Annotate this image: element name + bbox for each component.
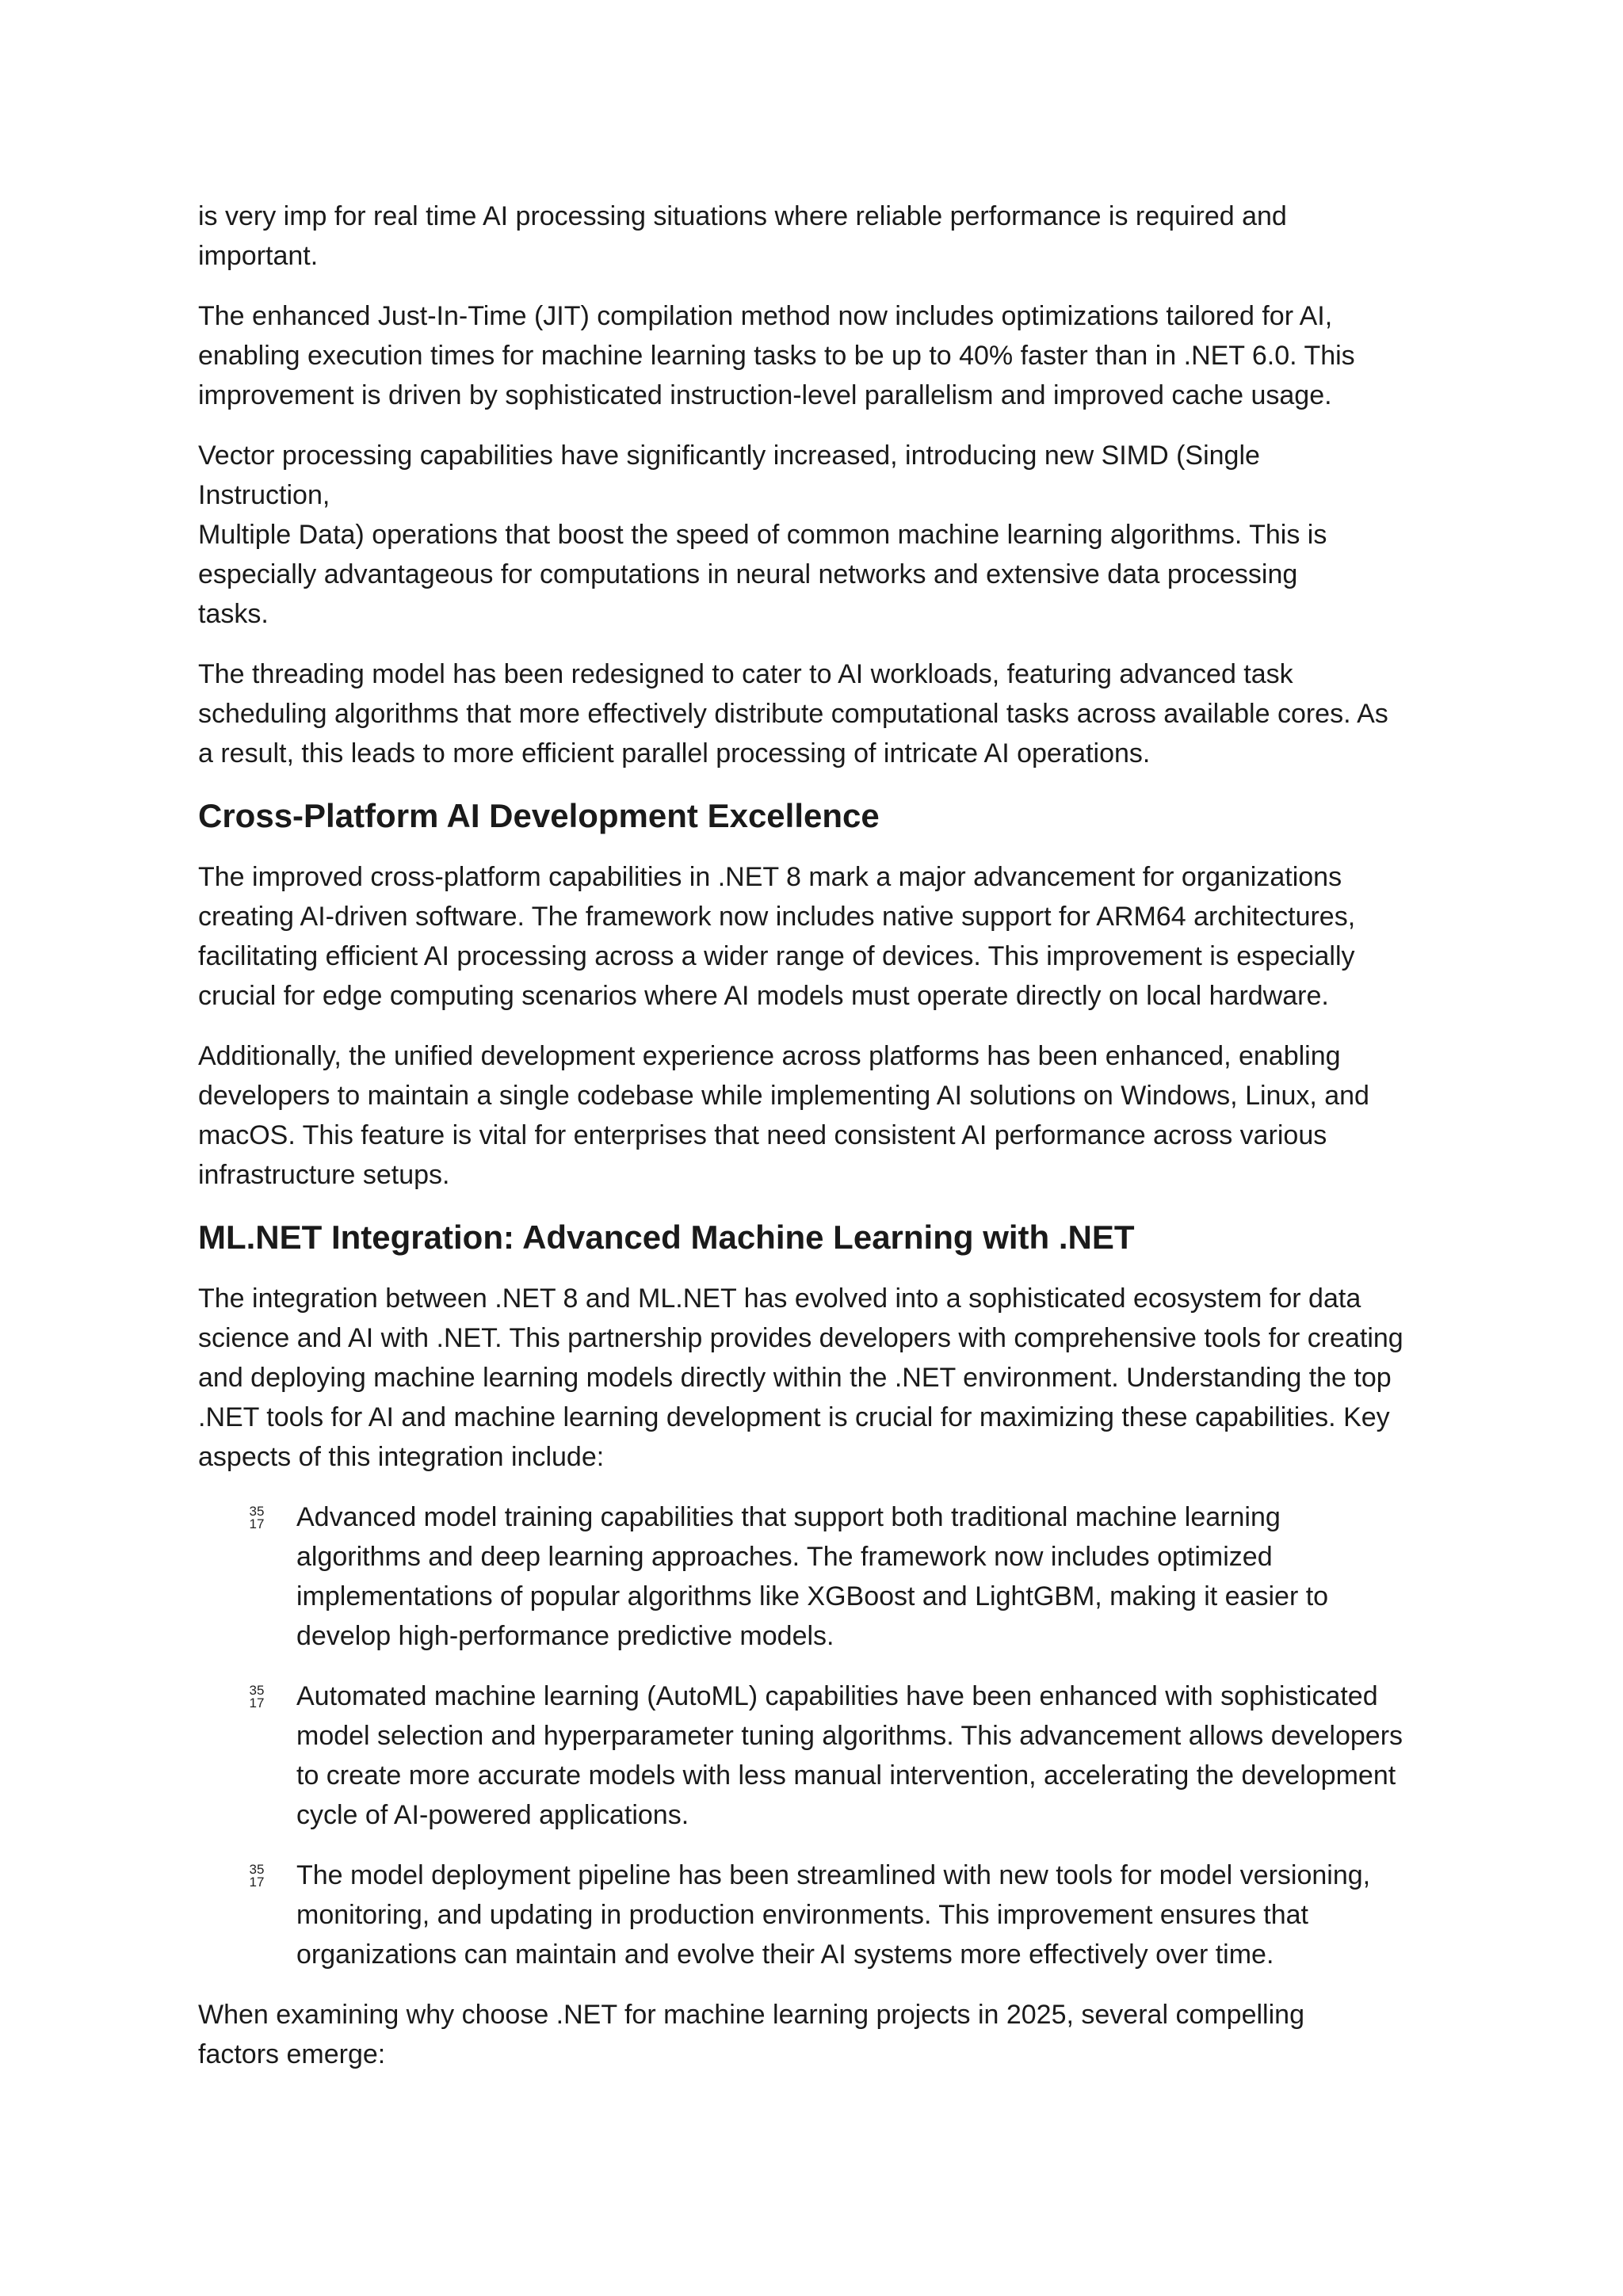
text-line: algorithms and deep learning approaches. The framework now includes optimized [296, 1542, 1273, 1572]
text-line: Advanced model training capabilities that support both traditional machine learning [296, 1502, 1281, 1532]
text-line: enabling execution times for machine learning tasks to be up to 40% faster than in .NET 6.0. This [198, 341, 1355, 371]
text-line: .NET tools for AI and machine learning development is crucial for maximizing these capabilities. Key [198, 1402, 1390, 1432]
text-line: cycle of AI-powered applications. [296, 1800, 689, 1830]
text-line: model selection and hyperparameter tuning algorithms. This advancement allows developers [296, 1721, 1403, 1751]
paragraph-threading [198, 654, 1450, 773]
paragraph-vector [198, 436, 1450, 634]
text-line: science and AI with .NET. This partnership provides developers with comprehensive tools for creating [198, 1323, 1403, 1353]
paragraph-realtime [198, 196, 1450, 276]
bullet-glyph-icon [247, 1684, 266, 1710]
text-line: organizations can maintain and evolve their AI systems more effectively over time. [296, 1939, 1274, 1970]
text-line: Additionally, the unified development experience across platforms has been enhanced, enabling [198, 1041, 1341, 1071]
text-line: developers to maintain a single codebase while implementing AI solutions on Windows, Linux, and [198, 1081, 1369, 1111]
text-line: When examining why choose .NET for machine learning projects in 2025, several compelling [198, 2000, 1304, 2030]
text-line: improvement is driven by sophisticated instruction-level parallelism and improved cache usage. [198, 380, 1332, 410]
text-line: The enhanced Just-In-Time (JIT) compilation method now includes optimizations tailored for AI, [198, 301, 1333, 331]
mlnet-aspects-list [198, 1497, 1450, 1974]
text-line: especially advantageous for computations in neural networks and extensive data processing [198, 559, 1298, 589]
bullet-glyph-icon [247, 1863, 266, 1889]
text-line: crucial for edge computing scenarios where AI models must operate directly on local hardware. [198, 981, 1329, 1011]
bullet-glyph-top: 35 [249, 1683, 265, 1698]
text-line: creating AI-driven software. The framework now includes native support for ARM64 architectures, [198, 902, 1356, 932]
text-line: Vector processing capabilities have significantly increased, introducing new SIMD (Single [198, 441, 1260, 471]
text-line: The model deployment pipeline has been streamlined with new tools for model versioning, [296, 1860, 1371, 1890]
text-line: aspects of this integration include: [198, 1442, 605, 1472]
text-line: facilitating efficient AI processing across a wider range of devices. This improvement is especially [198, 941, 1355, 971]
paragraph-cross-platform-2 [198, 1036, 1450, 1195]
text-line: implementations of popular algorithms like XGBoost and LightGBM, making it easier to [296, 1581, 1329, 1611]
text-line: The improved cross-platform capabilities in .NET 8 mark a major advancement for organizations [198, 862, 1342, 892]
paragraph-mlnet-intro [198, 1279, 1450, 1477]
text-line: important. [198, 241, 319, 271]
text-line: Automated machine learning (AutoML) capabilities have been enhanced with sophisticated [296, 1681, 1378, 1711]
paragraph-cross-platform-1 [198, 857, 1450, 1016]
text-line: The integration between .NET 8 and ML.NET has evolved into a sophisticated ecosystem for data [198, 1283, 1361, 1314]
heading-mlnet: ML.NET Integration: Advanced Machine Learning with .NET [198, 1219, 1135, 1256]
text-line: Multiple Data) operations that boost the speed of common machine learning algorithms. This is [198, 520, 1327, 550]
text-line: a result, this leads to more efficient parallel processing of intricate AI operations. [198, 738, 1151, 769]
paragraph-jit [198, 296, 1450, 415]
bullet-glyph-top: 35 [249, 1504, 265, 1519]
text-line: The threading model has been redesigned to cater to AI workloads, featuring advanced task [198, 659, 1293, 689]
text-line: factors emerge: [198, 2039, 386, 2069]
text-line: and deploying machine learning models directly within the .NET environment. Understanding the top [198, 1363, 1392, 1393]
text-line: macOS. This feature is vital for enterprises that need consistent AI performance across various [198, 1120, 1327, 1150]
text-line: scheduling algorithms that more effectively distribute computational tasks across available cores. As [198, 699, 1388, 729]
list-item [198, 1497, 1450, 1656]
list-item [198, 1855, 1450, 1974]
document-page [198, 196, 1450, 2095]
bullet-glyph-icon [247, 1505, 266, 1531]
text-line: monitoring, and updating in production environments. This improvement ensures that [296, 1900, 1308, 1930]
text-line: Instruction, [198, 480, 330, 510]
bullet-glyph-bottom: 17 [249, 1875, 265, 1890]
text-line: tasks. [198, 599, 269, 629]
heading-cross-platform: Cross-Platform AI Development Excellence [198, 797, 880, 834]
text-line: is very imp for real time AI processing situations where reliable performance is required and [198, 201, 1287, 231]
text-line: develop high-performance predictive models. [296, 1621, 834, 1651]
list-item [198, 1676, 1450, 1835]
bullet-glyph-top: 35 [249, 1862, 265, 1877]
bullet-glyph-bottom: 17 [249, 1695, 265, 1711]
bullet-glyph-bottom: 17 [249, 1516, 265, 1531]
text-line: infrastructure setups. [198, 1160, 450, 1190]
text-line: to create more accurate models with less manual intervention, accelerating the development [296, 1760, 1396, 1791]
paragraph-mlnet-closing [198, 1995, 1450, 2074]
